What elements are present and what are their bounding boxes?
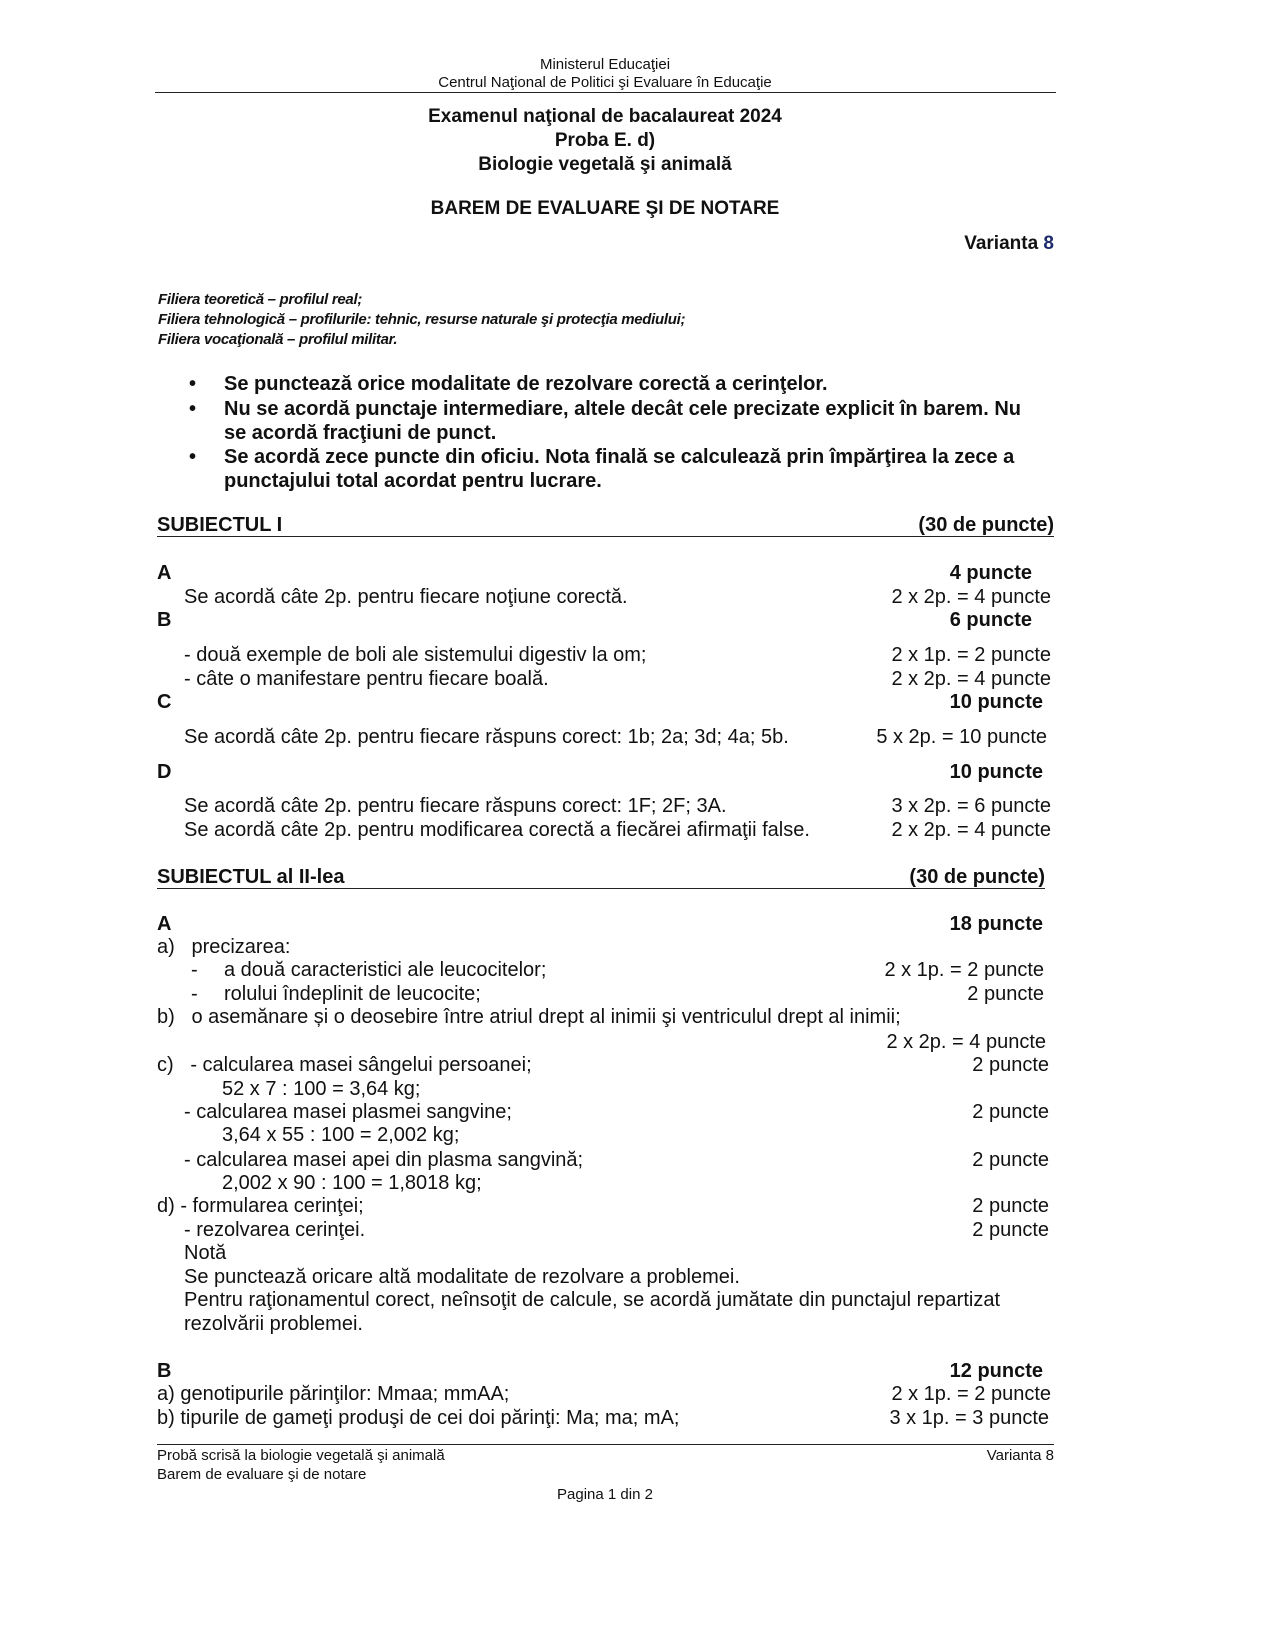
section-title: SUBIECTUL al II-lea [157,866,345,888]
footer-line-1 [0,1446,1275,1466]
s2-a-c1-formula [0,1077,1275,1101]
section-underline [157,536,1054,537]
rule-text: se acordă fracţiuni de punct. [224,422,497,444]
rule-text: Nu se acordă punctaje intermediare, altele decât cele precizate explicit în barem. Nu [224,398,1021,420]
note-line [0,1288,1275,1312]
row-score: 5 x 2p. = 10 puncte [876,726,1047,748]
s1-c-heading [0,690,1275,714]
footer-barem: Barem de evaluare şi de notare [157,1466,367,1483]
page-number-text: Pagina 1 din 2 [557,1486,653,1503]
exam-title [0,105,1275,129]
row-text: c) - calcularea masei sângelui persoanei; [157,1054,532,1076]
note-title [0,1241,1275,1265]
s2-a-a1 [0,958,1275,982]
item-label: B [157,1360,172,1382]
footer-divider [157,1444,1054,1445]
s2-a-heading [0,912,1275,936]
row-text: a două caracteristici ale leucocitelor; [224,959,547,981]
s1-a-row [0,585,1275,609]
row-text: Se acordă câte 2p. pentru fiecare răspuns corect: 1b; 2a; 3d; 4a; 5b. [184,726,789,748]
filiera-text: Filiera teoretică – profilul real; [158,291,363,308]
exam-subject [0,153,1275,177]
row-score: 2 x 2p. = 4 puncte [891,668,1051,690]
item-label: C [157,691,172,713]
s2-a-c1 [0,1053,1275,1077]
row-text: - calcularea masei plasmei sangvine; [184,1101,512,1123]
row-score: 2 puncte [967,983,1044,1005]
subiect-1-heading [0,513,1275,537]
s1-d-heading [0,760,1275,784]
header-divider [155,92,1056,93]
rule-text: Se punctează orice modalitate de rezolvare corectă a cerinţelor. [224,373,828,395]
filiera-3 [0,330,1275,350]
footer-line-2 [0,1465,1275,1485]
row-text: - rezolvarea cerinţei. [184,1219,366,1241]
row-text: Se acordă câte 2p. pentru fiecare răspuns corect: 1F; 2F; 3A. [184,795,727,817]
section-points: (30 de puncte) [918,514,1054,536]
s1-a-heading [0,561,1275,585]
note-text: Pentru raţionamentul corect, neînsoţit de calcule, se acordă jumătate din punctajul repartizat [184,1289,1001,1311]
row-score: 2 puncte [972,1149,1049,1171]
row-score: 3 x 1p. = 3 puncte [889,1407,1049,1429]
note-line [0,1312,1275,1336]
page-number [0,1485,1275,1505]
item-label: B [157,609,172,631]
item-points: 10 puncte [949,691,1043,713]
s1-d-row [0,794,1275,818]
barem-title [0,197,1275,221]
bullet-icon: • [189,446,197,468]
row-score: 2 puncte [972,1195,1049,1217]
rule-3b [0,469,1275,493]
row-text: d) - formularea cerinţei; [157,1195,364,1217]
s2-a-c2-formula [0,1123,1275,1147]
section-underline [157,888,1045,889]
filiera-text: Filiera vocaţională – profilul militar. [158,331,398,348]
variant [0,232,1275,256]
formula: 3,64 x 55 : 100 = 2,002 kg; [222,1124,460,1146]
row-text: a) precizarea: [157,936,291,958]
row-score: 2 x 2p. = 4 puncte [891,819,1051,841]
s2-a-a [0,935,1275,959]
item-points: 6 puncte [949,609,1032,631]
title-line1: Examenul naţional de bacalaureat 2024 [428,106,782,127]
row-score: 2 puncte [972,1219,1049,1241]
title-line3: Biologie vegetală şi animală [478,154,732,175]
rule-1 [0,372,1275,396]
row-text: Se acordă câte 2p. pentru modificarea corectă a fiecărei afirmaţii false. [184,819,810,841]
note-text: rezolvării problemei. [184,1313,363,1335]
item-points: 10 puncte [949,761,1043,783]
filiera-1 [0,290,1275,310]
barem-text: BAREM DE EVALUARE ŞI DE NOTARE [430,198,780,219]
bullet-icon: • [189,398,197,420]
row-score: 2 x 1p. = 2 puncte [891,1383,1051,1405]
s2-a-b-score [0,1030,1275,1054]
row-score: 2 x 1p. = 2 puncte [884,959,1044,981]
row-text: b) o asemănare și o deosebire între atriul drept al inimii şi ventriculul drept al inimii; [157,1006,901,1028]
row-score: 3 x 2p. = 6 puncte [891,795,1051,817]
item-points: 12 puncte [949,1360,1043,1382]
rule-2 [0,397,1275,421]
variant-number: 8 [1043,233,1054,254]
section-title: SUBIECTUL I [157,514,283,536]
s1-c-row [0,725,1275,749]
s2-b-a [0,1382,1275,1406]
s2-b-heading [0,1359,1275,1383]
exam-proba [0,129,1275,153]
title-line2: Proba E. d) [554,130,656,151]
variant-label: Varianta [964,233,1039,254]
row-text: - două exemple de boli ale sistemului digestiv la om; [184,644,647,666]
item-points: 4 puncte [949,562,1032,584]
s2-a-a2 [0,982,1275,1006]
s1-d-row [0,818,1275,842]
row-text: rolului îndeplinit de leucocite; [224,983,481,1005]
center-text: Centrul Naţional de Politici şi Evaluare în Educaţie [438,74,772,91]
bullet-icon: • [189,373,197,395]
s2-a-b [0,1005,1275,1029]
row-text: b) tipurile de gameţi produşi de cei doi părinţi: Ma; ma; mA; [157,1407,680,1429]
item-points: 18 puncte [949,913,1043,935]
s2-b-b [0,1406,1275,1430]
note-line [0,1265,1275,1289]
dash: - [191,983,198,1005]
row-score: 2 x 2p. = 4 puncte [886,1031,1046,1053]
row-text: - câte o manifestare pentru fiecare boală. [184,668,549,690]
filiera-2 [0,310,1275,330]
s2-a-d2 [0,1218,1275,1242]
formula: 52 x 7 : 100 = 3,64 kg; [222,1078,421,1100]
row-text: Se acordă câte 2p. pentru fiecare noţiune corectă. [184,586,628,608]
row-text: a) genotipurile părinţilor: Mmaa; mmAA; [157,1383,510,1405]
row-score: 2 puncte [972,1054,1049,1076]
rule-2b [0,421,1275,445]
row-text: - calcularea masei apei din plasma sangvină; [184,1149,584,1171]
row-score: 2 x 2p. = 4 puncte [891,586,1051,608]
s2-a-d1 [0,1194,1275,1218]
row-score: 2 x 1p. = 2 puncte [891,644,1051,666]
rule-text: punctajului total acordat pentru lucrare. [224,470,602,492]
item-label: A [157,913,172,935]
section-points: (30 de puncte) [909,866,1045,888]
rule-3 [0,445,1275,469]
s2-a-c3-formula [0,1171,1275,1195]
s2-a-c3 [0,1148,1275,1172]
subiect-2-heading [0,865,1275,889]
dash: - [191,959,198,981]
row-score: 2 puncte [972,1101,1049,1123]
rule-text: Se acordă zece puncte din oficiu. Nota finală se calculează prin împărţirea la zece a [224,446,1015,468]
note-label: Notă [184,1242,227,1264]
s2-a-c2 [0,1100,1275,1124]
filiera-text: Filiera tehnologică – profilurile: tehnic, resurse naturale şi protecţia mediului; [158,311,686,328]
s1-b-row [0,667,1275,691]
item-label: D [157,761,172,783]
note-text: Se punctează oricare altă modalitate de rezolvare a problemei. [184,1266,740,1288]
s1-b-row [0,643,1275,667]
footer-exam: Probă scrisă la biologie vegetală şi animală [157,1447,445,1464]
footer-variant: Varianta 8 [986,1447,1054,1464]
ministry-text: Ministerul Educaţiei [539,56,671,73]
s1-b-heading [0,608,1275,632]
item-label: A [157,562,172,584]
formula: 2,002 x 90 : 100 = 1,8018 kg; [222,1172,482,1194]
